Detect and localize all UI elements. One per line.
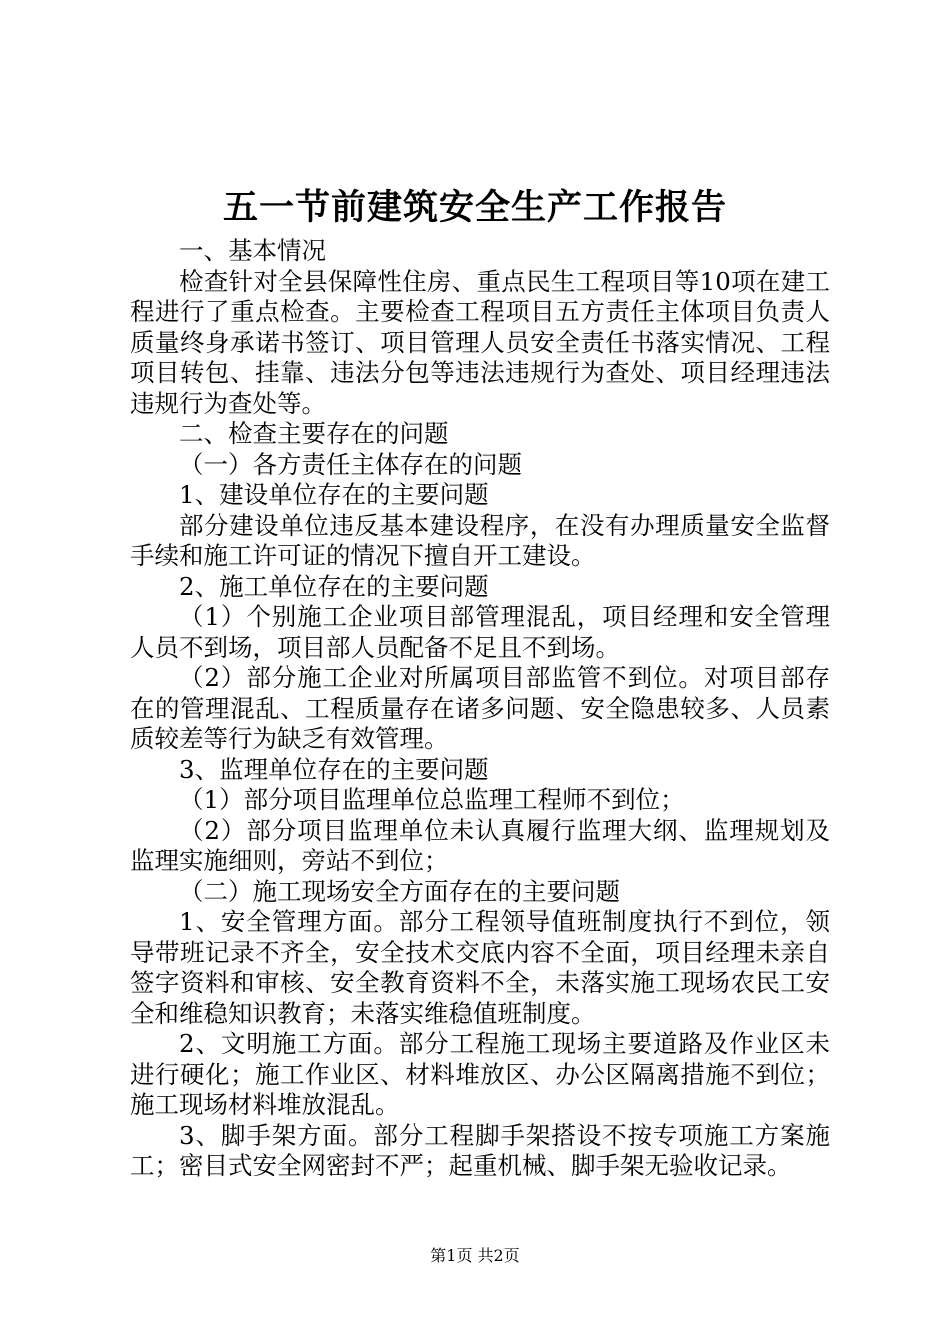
- document-body: [130, 236, 830, 1182]
- paragraph: （1）个别施工企业项目部管理混乱，项目经理和安全管理人员不到场，项目部人员配备不足且不到场。: [130, 602, 830, 662]
- document-title: 五一节前建筑安全生产工作报告: [222, 187, 727, 228]
- paragraph: （1）部分项目监理单位总监理工程师不到位；: [179, 785, 685, 814]
- paragraph: 部分建设单位违反基本建设程序，在没有办理质量安全监督手续和施工许可证的情况下擅自开工建设。: [130, 510, 830, 570]
- item-heading: 3、监理单位存在的主要问题: [179, 754, 489, 784]
- paragraph: 1、安全管理方面。部分工程领导值班制度执行不到位，领导带班记录不齐全，安全技术交底内容不全面，项目经理未亲自签字资料和审核、安全教育资料不全，未落实施工现场农民工安全和维稳知识教育；未落实维稳值班制度。: [130, 907, 830, 1028]
- paragraph: （2）部分项目监理单位未认真履行监理大纲、监理规划及监理实施细则，旁站不到位；: [130, 815, 830, 875]
- paragraph: （2）部分施工企业对所属项目部监管不到位。对项目部存在的管理混乱、工程质量存在诸多问题、安全隐患较多、人员素质较差等行为缺乏有效管理。: [130, 663, 830, 753]
- subsection-heading: （二）施工现场安全方面存在的主要问题: [179, 876, 620, 906]
- paragraph: 检查针对全县保障性住房、重点民生工程项目等10项在建工程进行了重点检查。主要检查工程项目五方责任主体项目负责人质量终身承诺书签订、项目管理人员安全责任书落实情况、工程项目转包、挂靠、违法分包等违法违规行为查处、项目经理违法违规行为查处等。: [130, 266, 830, 418]
- section-heading: 一、基本情况: [179, 236, 326, 265]
- section-heading: 二、检查主要存在的问题: [179, 419, 449, 448]
- paragraph: 3、脚手架方面。部分工程脚手架搭设不按专项施工方案施工；密目式安全网密封不严；起重机械、脚手架无验收记录。: [130, 1120, 830, 1180]
- paragraph: 2、文明施工方面。部分工程施工现场主要道路及作业区未进行硬化；施工作业区、材料堆放区、办公区隔离措施不到位；施工现场材料堆放混乱。: [130, 1029, 830, 1119]
- item-heading: 2、施工单位存在的主要问题: [179, 571, 489, 601]
- page-footer: 第1页 共2页: [430, 1246, 520, 1265]
- item-heading: 1、建设单位存在的主要问题: [179, 480, 489, 509]
- subsection-heading: （一）各方责任主体存在的问题: [179, 449, 522, 479]
